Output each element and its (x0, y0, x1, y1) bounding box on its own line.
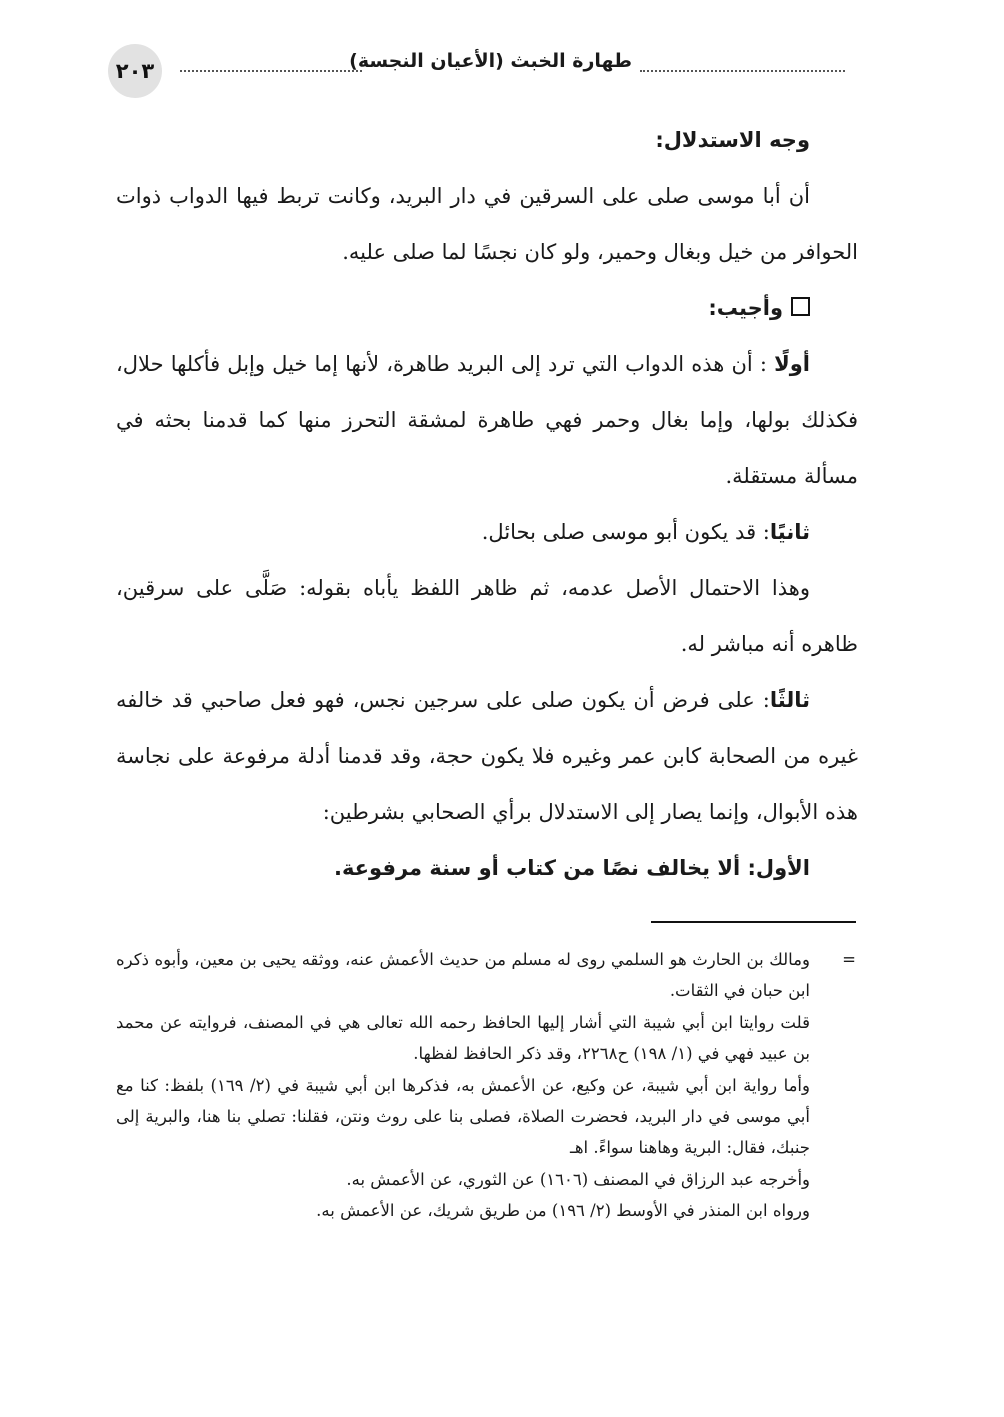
main-text (116, 112, 858, 896)
answer-first (116, 336, 858, 504)
heading-response (116, 280, 858, 336)
paragraph-probability: وهذا الاحتمال الأصل عدمه، ثم ظاهر اللفظ يأباه بقوله: صَلَّى على سرقين، ظاهره أنه مباشر له. (116, 576, 858, 656)
answer-first-lead: أولًا (774, 352, 810, 376)
answer-second-lead: ثانيًا (769, 520, 810, 544)
answer-second (116, 504, 858, 560)
continuation-marker: = (842, 950, 856, 969)
running-header (108, 40, 853, 96)
answer-third-text: : على فرض أن يكون صلى على سرجين نجس، فهو فعل صاحبي قد خالفه غيره من الصحابة كابن عمر وغيره فلا يكون حجة، وقد قدمنا أدلة مرفوعة على نجاسة هذه الأبوال، وإنما يصار إلى الاستدلال برأي الصحابي بشرطين: (116, 688, 858, 824)
footnote-text-1: ومالك بن الحارث هو السلمي روى له مسلم من حديث الأعمش عنه، ووثقه يحيى بن معين، وأبوه ذكره ابن حبان في الثقات. (116, 950, 810, 1001)
header-dotted-leader-right (640, 70, 845, 72)
footnote-continuation (116, 944, 858, 1007)
page-number-badge: ٢٠٣ (108, 44, 162, 98)
answer-third-lead: ثالثًا (769, 688, 810, 712)
answer-second-text: : قد يكون أبو موسى صلى بحائل. (481, 520, 770, 544)
answer-third (116, 672, 858, 840)
header-dotted-leader-left (180, 70, 362, 72)
footnote-text-3: وأما رواية ابن أبي شيبة، عن وكيع، عن الأعمش به، فذكرها ابن أبي شيبة في (٢/ ١٦٩) بلفظ: كنا مع أبي موسى في دار البريد، فحضرت الصلاة، فصلى بنا على روث ونتن، فقلنا: تصلي بنا هنا، والبرية إلى جنبك، فقال: البرية وهاهنا سواءً. اهـ (116, 1075, 810, 1158)
heading-inference: وجه الاستدلال: (655, 128, 810, 152)
paragraph-inference: أن أبا موسى صلى على السرقين في دار البريد، وكانت تربط فيها الدواب ذوات الحوافر من خيل وبغال وحمير، ولو كان نجسًا لما صلى عليه. (116, 184, 858, 264)
answer-first-text: : أن هذه الدواب التي ترد إلى البريد طاهرة، لأنها إما خيل وإبل فأكلها حلال، فكذلك بولها، وإما بغال وحمر فهي طاهرة لمشقة التحرز منها كما قدمنا بحثه في مسألة مستقلة. (116, 352, 858, 488)
footnote-separator (651, 921, 856, 923)
footnote-text-5: ورواه ابن المنذر في الأوسط (٢/ ١٩٦) من طريق شريك، عن الأعمش به. (316, 1201, 810, 1221)
footnote-text-4: وأخرجه عبد الرزاق في المصنف (١٦٠٦) عن الثوري، عن الأعمش به. (346, 1169, 810, 1189)
heading-response-label: وأجيب: (708, 296, 783, 320)
footnote-text-2: قلت روايتا ابن أبي شيبة التي أشار إليها الحافظ رحمه الله تعالى هي في المصنف، فروايته عن محمد بن عبيد فهي في (١/ ١٩٨) ح٢٢٦٨، وقد ذكر الحافظ لفظها. (116, 1012, 810, 1064)
footnotes (116, 944, 858, 1227)
condition-first: الأول: ألا يخالف نصًا من كتاب أو سنة مرفوعة. (333, 856, 810, 880)
checkbox-square-icon (791, 297, 810, 316)
running-title: طهارة الخبث (الأعيان النجسة) (349, 50, 632, 72)
